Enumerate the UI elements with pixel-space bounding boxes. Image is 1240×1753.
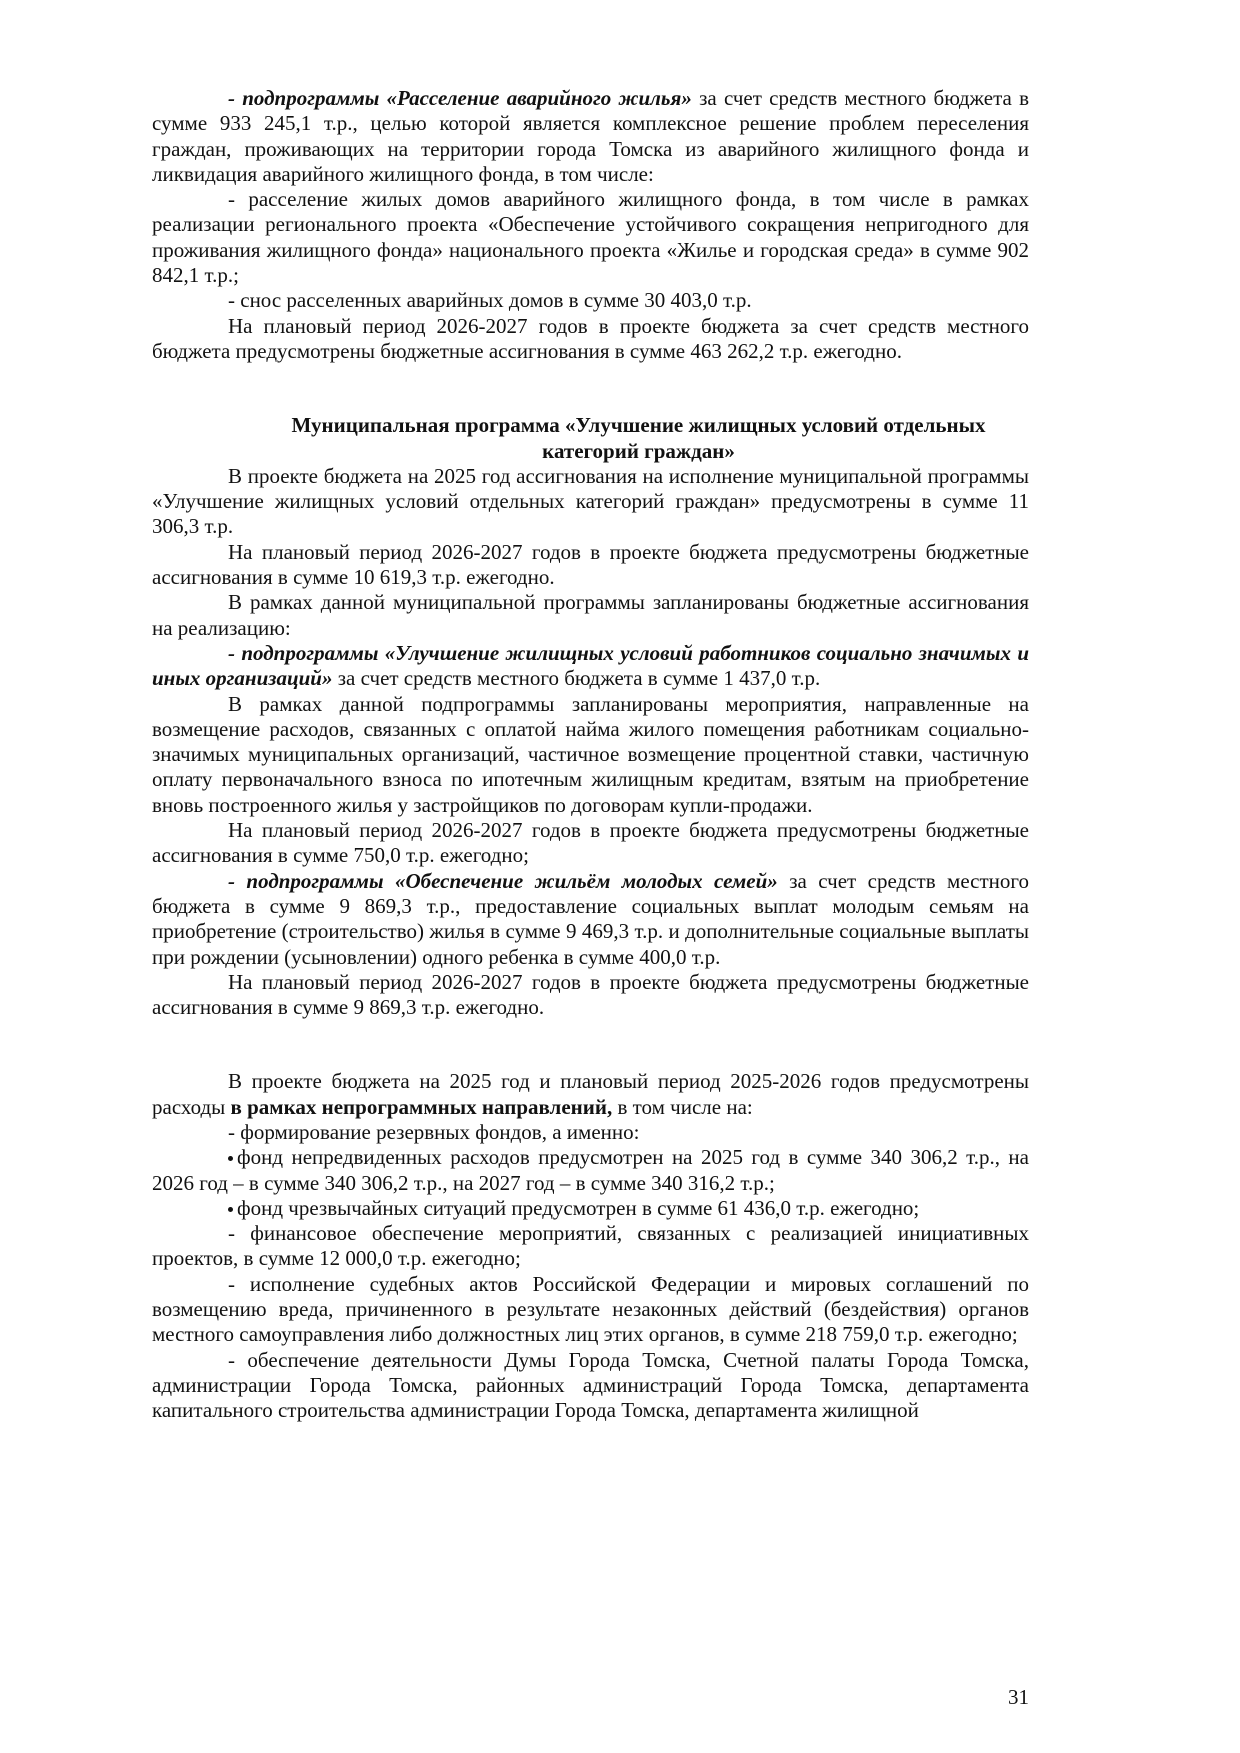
- section-heading: Муниципальная программа «Улучшение жилищных условий отдельных категорий граждан»: [291, 413, 986, 463]
- bullet-icon: [228, 1156, 233, 1161]
- paragraph: На плановый период 2026-2027 годов в проекте бюджета предусмотрены бюджетные ассигнования в сумме 750,0 т.р. ежегодно;: [152, 818, 1029, 868]
- paragraph: На плановый период 2026-2027 годов в проекте бюджета за счет средств местного бюджета предусмотрены бюджетные ассигнования в сумме 463 262,2 т.р. ежегодно.: [152, 313, 1029, 363]
- paragraph: - снос расселенных аварийных домов в сумме 30 403,0 т.р.: [228, 288, 752, 313]
- paragraph: - финансовое обеспечение мероприятий, связанных с реализацией инициативных проектов, в сумме 12 000,0 т.р. ежегодно;: [152, 1221, 1029, 1271]
- paragraph: В рамках данной подпрограммы запланированы мероприятия, направленные на возмещение расходов, связанных с оплатой найма жилого помещения работникам социально-значимых муниципальных организаций, частичное возмещение процентной ставки, частичную оплату первоначального взноса по ипотечным жилищным кредитам, взятым на приобретение вновь построенного жилья у застройщиков по договорам купли-продажи.: [152, 691, 1029, 817]
- paragraph-nonprogram-intro: В проекте бюджета на 2025 год и плановый период 2025-2026 годов предусмотрены расходы в рамках непрограммных направлений, в том числе на:: [152, 1069, 1029, 1119]
- paragraph-resettlement-subprogram: - подпрограммы «Расселение аварийного жилья» за счет средств местного бюджета в сумме 933 245,1 т.р., целью которой является комплексное решение проблем переселения граждан, проживающих на территории города Томска из аварийного жилищного фонда и ликвидация аварийного жилищного фонда, в том числе:: [152, 86, 1029, 186]
- paragraph: В рамках данной муниципальной программы запланированы бюджетные ассигнования на реализацию:: [152, 590, 1029, 640]
- subprogram-title: - подпрограммы «Улучшение жилищных условий работников социально значимых и иных организаций»: [152, 640, 1029, 691]
- paragraph: - расселение жилых домов аварийного жилищного фонда, в том числе в рамках реализации регионального проекта «Обеспечение устойчивого сокращения непригодного для проживания жилищного фонда» национального проекта «Жилье и городская среда» в сумме 902 842,1 т.р.;: [152, 187, 1029, 288]
- subprogram-title: - подпрограммы «Обеспечение жильём молодых семей»: [228, 868, 778, 893]
- emphasis-nonprogram: в рамках непрограммных направлений,: [230, 1094, 613, 1119]
- document-page: [152, 86, 1029, 1424]
- paragraph: - обеспечение деятельности Думы Города Томска, Счетной палаты Города Томска, администрации Города Томска, районных администраций Города Томска, департамента капитального строительства администрации Города Томска, департамента жилищной: [152, 1347, 1029, 1423]
- bullet-item: фонд чрезвычайных ситуаций предусмотрен в сумме 61 436,0 т.р. ежегодно;: [152, 1196, 1029, 1221]
- paragraph: - формирование резервных фондов, а именно:: [228, 1119, 640, 1144]
- paragraph: На плановый период 2026-2027 годов в проекте бюджета предусмотрены бюджетные ассигнования в сумме 10 619,3 т.р. ежегодно.: [152, 539, 1029, 590]
- paragraph-young-families-subprogram: - подпрограммы «Обеспечение жильём молодых семей» за счет средств местного бюджета в сумме 9 869,3 т.р., предоставление социальных выплат молодым семьям на приобретение (строительство) жилья в сумме 9 469,3 т.р. и дополнительные социальные выплаты при рождении (усыновлении) одного ребенка в сумме 400,0 т.р.: [152, 868, 1029, 969]
- paragraph: На плановый период 2026-2027 годов в проекте бюджета предусмотрены бюджетные ассигнования в сумме 9 869,3 т.р. ежегодно.: [152, 969, 1029, 1020]
- page-number: 31: [1008, 1685, 1029, 1709]
- paragraph: В проекте бюджета на 2025 год ассигнования на исполнение муниципальной программы «Улучшение жилищных условий отдельных категорий граждан» предусмотрены в сумме 11 306,3 т.р.: [152, 463, 1029, 539]
- bullet-item: фонд непредвиденных расходов предусмотрен на 2025 год в сумме 340 306,2 т.р., на 2026 год – в сумме 340 306,2 т.р., на 2027 год – в сумме 340 316,2 т.р.;: [152, 1145, 1029, 1195]
- subprogram-title: - подпрограммы «Расселение аварийного жилья»: [228, 86, 692, 110]
- paragraph: - исполнение судебных актов Российской Федерации и мировых соглашений по возмещению вреда, причиненного в результате незаконных действий (бездействия) органов местного самоуправления либо должностных лиц этих органов, в сумме 218 759,0 т.р. ежегодно;: [152, 1271, 1029, 1347]
- bullet-icon: [228, 1207, 233, 1212]
- paragraph-workers-subprogram: - подпрограммы «Улучшение жилищных условий работников социально значимых и иных организаций» за счет средств местного бюджета в сумме 1 437,0 т.р.: [152, 640, 1029, 691]
